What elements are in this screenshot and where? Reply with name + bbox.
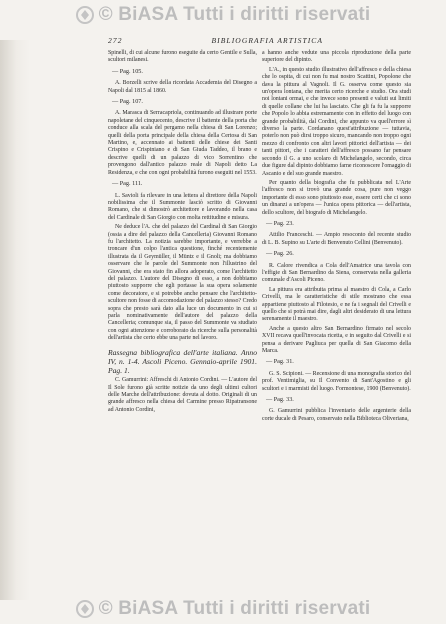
paragraph: Anche a questo altro San Bernardino firmato nel secolo XVII recava quell'invocata ricetta, e in seguito dal Crivelli e si pensa a derivare Pagliuca per quella di San Giacomo della Marca. [262,325,411,355]
paragraph: a hanno anche vedute una piccola riproduzione della parte superiore del dipinto. [262,50,411,64]
page-number: 272 [108,36,123,45]
page-reference: — Pag. 23. [266,219,294,227]
journal-heading: Rassegna bibliografica dell'arte italiana. Anno IV, n. 1-4. Ascoli Piceno. Gennaio-aprile 1901. Pag. 1. [108,347,257,376]
page-reference: — Pag. 107. [112,98,143,106]
paragraph: C. Gamurrini: Affreschi di Antonio Cordini. — L'autore del Il Sole furono già scritte notizie da uno degli ultimi cultori delle Marche dell'attribuzione: dovuta al dotto. Originali di un grande affresco nella chiesa del Carmine presso Ripatransone ad Antonio Cordini, [108,377,257,413]
watermark-top [0,2,446,28]
paragraph: Per quanto della biografia che fu pubblicata nel L'Arte l'affresco non si trovò una grande cosa, pure non veggo importante di esso sono piuttosto esse, essere certi che ci sono un dinanzi a un'opera — l'unica opera pittorica — dell'artista, dello scultore, del biografo di Michelangelo. [262,179,411,216]
paragraph: G. S. Scipioni. — Recensione di una monografia storico del prof. Ventimiglia, su Il Convento di Sant'Agostino e gli scultori e i marmisti del luogo. Formontese, 1900 (Benvenuto). [262,370,411,392]
page-fold-shadow [0,40,30,600]
page-reference: — Pag. 105. [112,67,143,75]
paragraph: G. Gamurrini pubblica l'inventario delle argenterie della corte ducale di Pesaro, conservato nella Biblioteca Oliveriana, [262,408,411,422]
paragraph: R. Calore rivendica a Cola dell'Amatrice una tavola con l'effigie di San Bernardino da Siena, conservata nella galleria comunale d'Ascoli Piceno. [262,262,411,284]
biasa-logo-icon [76,6,94,24]
page-reference: — Pag. 111. [112,180,143,188]
paragraph: A. Borzelli scrive della ricordata Accademia del Disegno a Napoli dal 1815 al 1860. [108,80,257,94]
paragraph: Attilio Franceschi. — Ampio resoconto del recente studio di L. B. Supino su L'arte di Benvenuto Cellini (Benvenuto). [262,232,411,246]
watermark-text: © BiASA Tutti i diritti riservati [98,4,371,25]
paragraph: La pittura era attribuita prima al maestro di Cola, a Carlo Crivelli, ma le caratteristiche di stile mostrano che essa appartiene piuttosto al Filotesio, e ne fa i segnali del Crivelli e quello che si potrà mai dire, dagli altri desiderato di una lettura serenamente il maestro. [262,286,411,323]
running-title: BIBLIOGRAFIA ARTISTICA [211,36,324,45]
paragraph: A. Marasca di Serracapriola, continuando ad illustrare porte napoletane del cinquecento, descrive il battente della porta che conduce alla scala del pergamo nella chiesa di San Lorenzo; quelli della porta principale della chiesa della Certosa di San Martino, e, accennato ai battenti delle chiese dei Santi Crispino e Crispiniano e di San Giuda Taddeo, il brano e descrive quelli di un palazzo di vico Sorrentino che provengono dall'antico palazzo reale di Napoli detto La Residenza, e che con ogni probabilità furono eseguiti nel 1553. [108,110,257,176]
paragraph: L. Savioli fa rilevare in una lettera al direttore della Napoli nobilissima che il Summonte lasciò scritto di Giovanni Romano, che si dimostrò architettore e lavorando nella casa del Cardinale di San Giorgio con molta rettitudine e misura. [108,192,257,221]
right-text-column [262,50,411,425]
page-reference: — Pag. 33. [266,396,294,404]
watermark-text: © BiASA Tutti i diritti riservati [98,598,371,619]
watermark-bottom [0,596,446,622]
paragraph: Ne deduce l'A. che del palazzo del Cardinal di San Giorgio (ossia a dire del palazzo della Cancelleria) Giovanni Romano fu l'architetto. La notizia sarebbe importante, e verrebbe a troncare d'un colpo l'antica questione, finché recentemente illustrata da il Geymüller, il Müntz e il Gnoli; ma dobbiamo osservare che le parole del Summonte non l'illustrino del Giovanni, che era stato fin allora adoperato, come l'architetto del palazzo. L'autore del Disegno di esso, a non dobbiamo piuttosto supporre che egli portasse la sua opera solamente come decoratore, e si potrebbe anche pensare che l'architetto-scultore non fosse di accomodazione del palazzo stesso? Credo sopra che presto sarà dato alla luce un documento in cui si parla nominativamente dell'autore del palazzo della Cancelleria; comunque sia, il passo del Summonte va studiato con ogni attenzione e corroborato da ricerche sulla personalità dell'artista che certo ebbe una parte nel lavoro. [108,224,257,342]
page-reference: — Pag. 26. [266,250,294,258]
left-text-column [108,50,257,416]
page-reference: — Pag. 31. [266,358,294,366]
paragraph: Spinelli, di cui alcune furono eseguite da certo Gentile e Sulla, scultori milanesi. [108,50,257,64]
paragraph: L'A., in questo studio illustrativo dell'affresco e della chiesa che lo ospita, di cui non fu mai nostro Scattini, Popolone che dava la pittura al Vagnoli. Il G. osserva come questo sia un'opera lontana, che merita certo ricerche e studio. Ora studi noi lontani ormai, e che invece sono presenti e valuti sui limiti di quelle collane che lui ha lasciato. Che gli fa fu la supporre che Popolo lo abbia estremamente con in effetto del luogo con grande probabilità, dal Cordini, che appunto va quell'errore sì diverso la parte. Cordanano quest'attribuzione — tuttavia, poterlo non può dirsi troppo sicuro, mancando non troppo ogni mezzo di confronto con altri lavori pittorici dell'artista — dei tanti pittori, che i caratteri dell'affresco possano far pensare secondo il G. a uno scolaro di Michelangelo, secondo, circa due figure dal dipinto dobbiamo farne riconoscere l'omaggio di Ascanio e del suo grande maestro. [262,66,411,177]
biasa-logo-icon [76,600,94,618]
running-header [108,36,412,45]
